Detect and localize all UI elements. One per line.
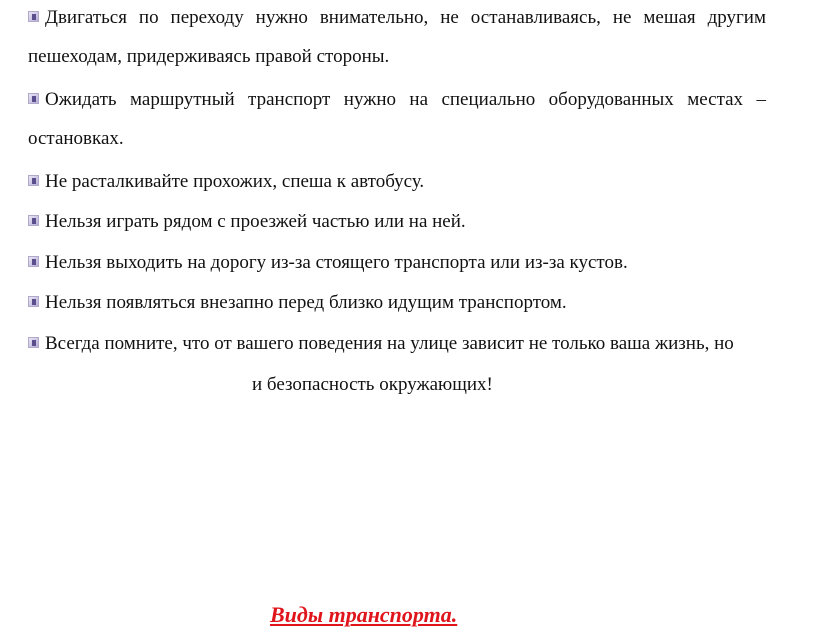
square-bullet-icon [28,296,39,307]
square-bullet-icon [28,337,39,348]
rule-2-line-2: остановках. [28,128,124,149]
rule-3-text: Не расталкивайте прохожих, спеша к автобусу. [45,171,425,192]
rule-7-line-1 [28,333,734,355]
square-bullet-icon [28,256,39,267]
rule-1-text: Двигаться по переходу нужно внимательно, не останавливаясь, не мешая другим [45,7,766,28]
rule-1-line-2: пешеходам, придерживаясь правой стороны. [28,46,390,67]
rule-5-text: Нельзя выходить на дорогу из-за стоящего транспорта или из-за кустов. [45,252,628,273]
square-bullet-icon [28,93,39,104]
rule-7-line-2: и безопасность окружающих! [252,374,493,395]
square-bullet-icon [28,175,39,186]
rule-6-text: Нельзя появляться внезапно перед близко идущим транспортом. [45,292,567,313]
rule-1-line-1 [28,7,766,29]
rule-2-line-1 [28,89,766,111]
rule-4-line [28,211,466,233]
rule-3-line [28,171,424,193]
rule-5-line [28,252,628,274]
square-bullet-icon [28,215,39,226]
rule-6-line [28,292,567,314]
rule-7-text: Всегда помните, что от вашего поведения на улице зависит не только ваша жизнь, но [45,333,734,354]
section-heading: Виды транспорта. [270,602,458,627]
square-bullet-icon [28,11,39,22]
rule-2-text: Ожидать маршрутный транспорт нужно на специально оборудованных местах – [45,89,766,110]
rule-4-text: Нельзя играть рядом с проезжей частью или на ней. [45,211,466,232]
